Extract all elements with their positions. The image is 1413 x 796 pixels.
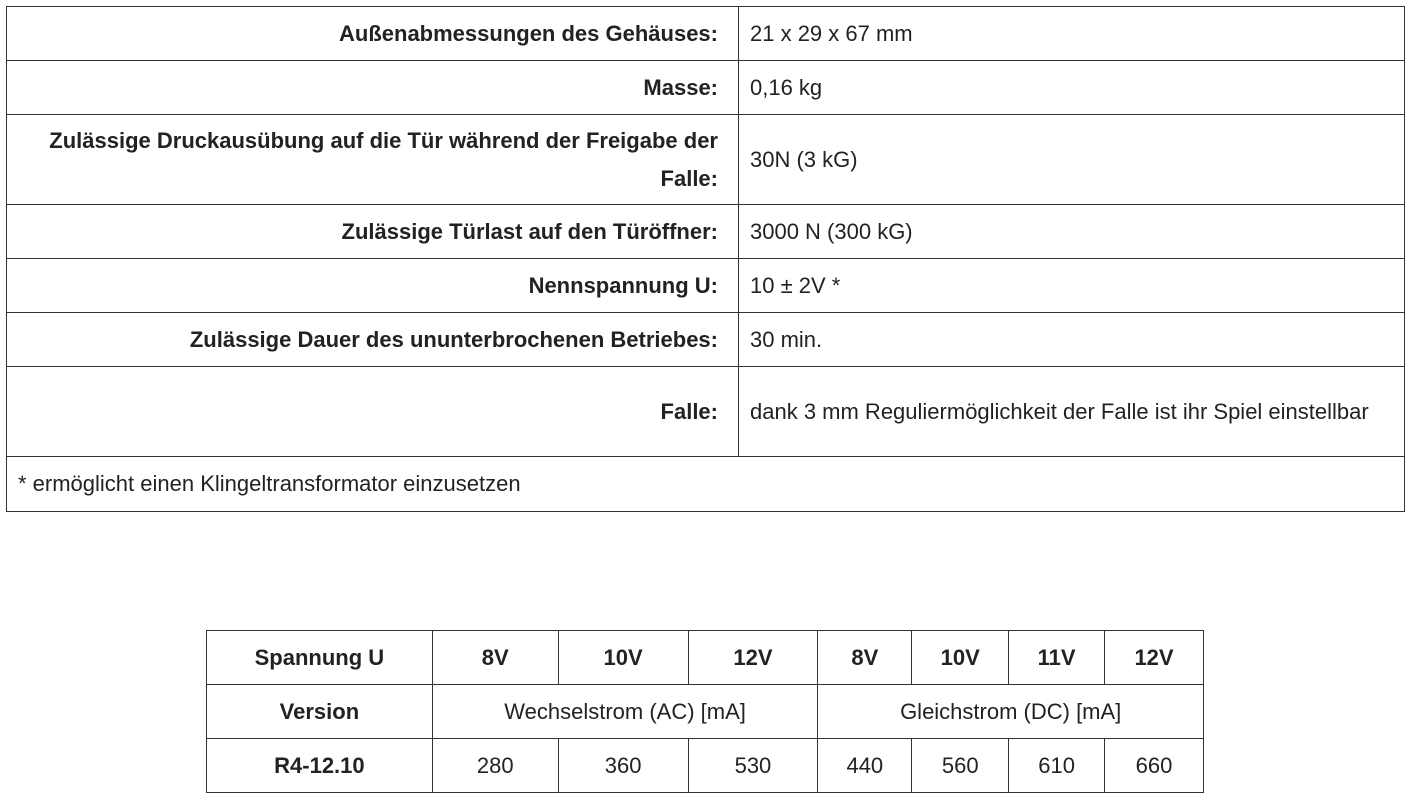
spec-label: Zulässige Dauer des ununterbrochenen Betriebes: <box>7 313 739 367</box>
current-value: 360 <box>558 739 688 793</box>
spec-row <box>7 205 1405 259</box>
current-value: 560 <box>912 739 1009 793</box>
spec-value: 10 ± 2V * <box>739 259 1405 313</box>
spec-row <box>7 259 1405 313</box>
voltage-header-row <box>207 631 1204 685</box>
voltage-cell: 11V <box>1009 631 1105 685</box>
current-value: 660 <box>1105 739 1204 793</box>
voltage-cell: 10V <box>558 631 688 685</box>
dc-label: Gleichstrom (DC) [mA] <box>818 685 1204 739</box>
spec-label: Außenabmessungen des Gehäuses: <box>7 7 739 61</box>
voltage-cell: 12V <box>688 631 818 685</box>
current-value: 530 <box>688 739 818 793</box>
model-row <box>207 739 1204 793</box>
current-value: 610 <box>1009 739 1105 793</box>
spec-value: dank 3 mm Reguliermöglichkeit der Falle ist ihr Spiel einstellbar <box>739 367 1405 457</box>
version-label: Version <box>207 685 433 739</box>
footnote-row <box>7 457 1405 512</box>
voltage-cell: 8V <box>818 631 912 685</box>
spec-label: Falle: <box>7 367 739 457</box>
spec-row <box>7 367 1405 457</box>
spec-label: Zulässige Türlast auf den Türöffner: <box>7 205 739 259</box>
spec-label: Masse: <box>7 61 739 115</box>
spec-value: 30 min. <box>739 313 1405 367</box>
spec-value: 30N (3 kG) <box>739 115 1405 205</box>
voltage-header-label: Spannung U <box>207 631 433 685</box>
ac-label: Wechselstrom (AC) [mA] <box>432 685 818 739</box>
specs-table <box>6 6 1405 512</box>
footnote: * ermöglicht einen Klingeltransformator einzusetzen <box>7 457 1405 512</box>
voltage-cell: 8V <box>432 631 558 685</box>
voltage-cell: 12V <box>1105 631 1204 685</box>
spec-value: 0,16 kg <box>739 61 1405 115</box>
spec-row <box>7 61 1405 115</box>
current-value: 440 <box>818 739 912 793</box>
version-row <box>207 685 1204 739</box>
spec-label: Zulässige Druckausübung auf die Tür während der Freigabe der Falle: <box>7 115 739 205</box>
model-name: R4-12.10 <box>207 739 433 793</box>
spec-row <box>7 7 1405 61</box>
spec-value: 3000 N (300 kG) <box>739 205 1405 259</box>
voltage-cell: 10V <box>912 631 1009 685</box>
spec-label: Nennspannung U: <box>7 259 739 313</box>
spec-row <box>7 313 1405 367</box>
voltage-table <box>206 630 1204 793</box>
spec-value: 21 x 29 x 67 mm <box>739 7 1405 61</box>
spec-row <box>7 115 1405 205</box>
current-value: 280 <box>432 739 558 793</box>
